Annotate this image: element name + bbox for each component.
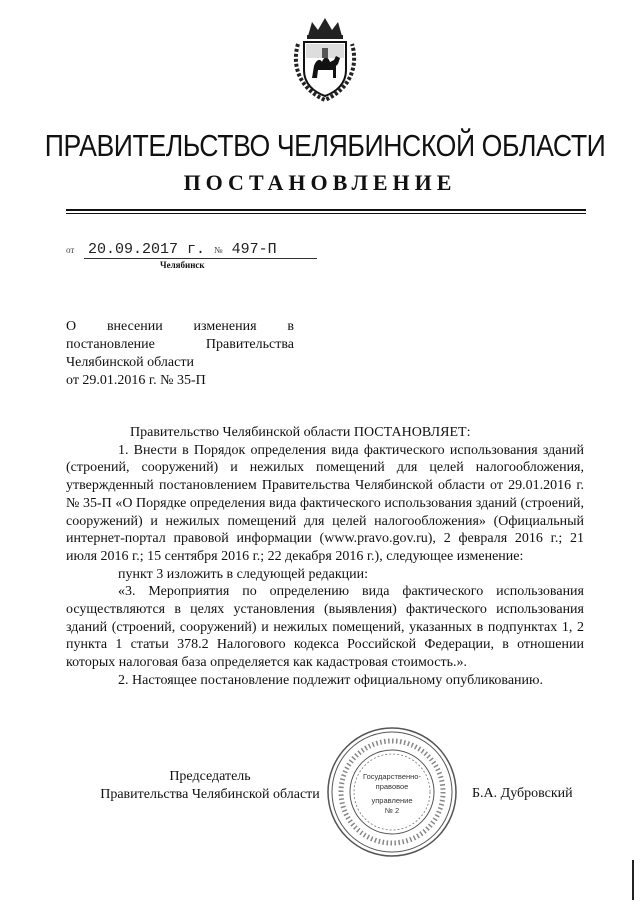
decree-body [66, 424, 584, 690]
decree-meta [66, 240, 306, 280]
date-label: от [66, 245, 75, 255]
government-title: ПРАВИТЕЛЬСТВО ЧЕЛЯБИНСКОЙ ОБЛАСТИ [44, 128, 606, 163]
subject-line: от 29.01.2016 г. № 35-П [66, 373, 206, 388]
header-rule-thick [66, 209, 586, 211]
item-1-sub: пункт 3 изложить в следующей редакции: [118, 566, 368, 582]
item-2: 2. Настоящее постановление подлежит официальному опубликованию. [118, 672, 543, 688]
document-type-heading: ПОСТАНОВЛЕНИЕ [183, 170, 457, 195]
coat-of-arms-icon [288, 14, 362, 102]
header-rule-thin [66, 213, 586, 214]
seal-inner-line: управление [371, 796, 413, 805]
date-number-line [66, 240, 317, 259]
preamble: Правительство Челябинской области ПОСТАНОВЛЯЕТ: [130, 425, 471, 440]
subject-line: постановление Правительства [66, 337, 294, 352]
signatory-title-line1: Председатель [169, 769, 251, 784]
subject-line: Челябинской области [66, 355, 194, 370]
signatory-name: Б.А. Дубровский [472, 786, 573, 801]
decree-date-value: 20.09.2017 г. [87, 241, 205, 258]
seal-inner-line: № 2 [384, 806, 400, 815]
city-label: Челябинск [160, 260, 205, 270]
scan-edge-mark [632, 860, 634, 900]
subject-line: О внесении изменения в [66, 319, 294, 334]
decree-date [84, 241, 317, 259]
decree-number: 497-П [231, 241, 277, 258]
signatory-title [90, 768, 330, 804]
item-1: 1. Внести в Порядок определения вида фактического использования зданий (строений, сооружений) и нежилых помещений для целей налогообложения, утвержденный постановлением Правительства Челябинской области от 29.01.2016 г. № 35-П «О Порядке определения вида фактического использования зданий (строений, сооружений) и нежилых помещений для целей налогообложения» (Официальный интернет-портал правовой информации (www.pravo.gov.ru), 2 февраля 2016 г.; 21 июля 2016 г.; 15 сентября 2016 г.; 22 декабря 2016 г.), следующее изменение: [66, 442, 584, 564]
seal-inner-line: правовое [375, 782, 409, 791]
official-seal-stamp [325, 725, 459, 859]
number-label: № [213, 245, 223, 255]
signatory-title-line2: Правительства Челябинской области [100, 787, 320, 802]
decree-subject [66, 318, 294, 390]
seal-inner-line: Государственно- [363, 772, 421, 781]
quoted-text: «3. Мероприятия по определению вида фактического использования осуществляются в целях установления (выявления) фактического использования зданий (строений, сооружений) и нежилых помещений, указанных в подпунктах 1, 2 пункта 1 статьи 378.2 Налогового кодекса Российской Федерации, в отношении которых налоговая база определяется как кадастровая стоимость.». [66, 584, 584, 671]
